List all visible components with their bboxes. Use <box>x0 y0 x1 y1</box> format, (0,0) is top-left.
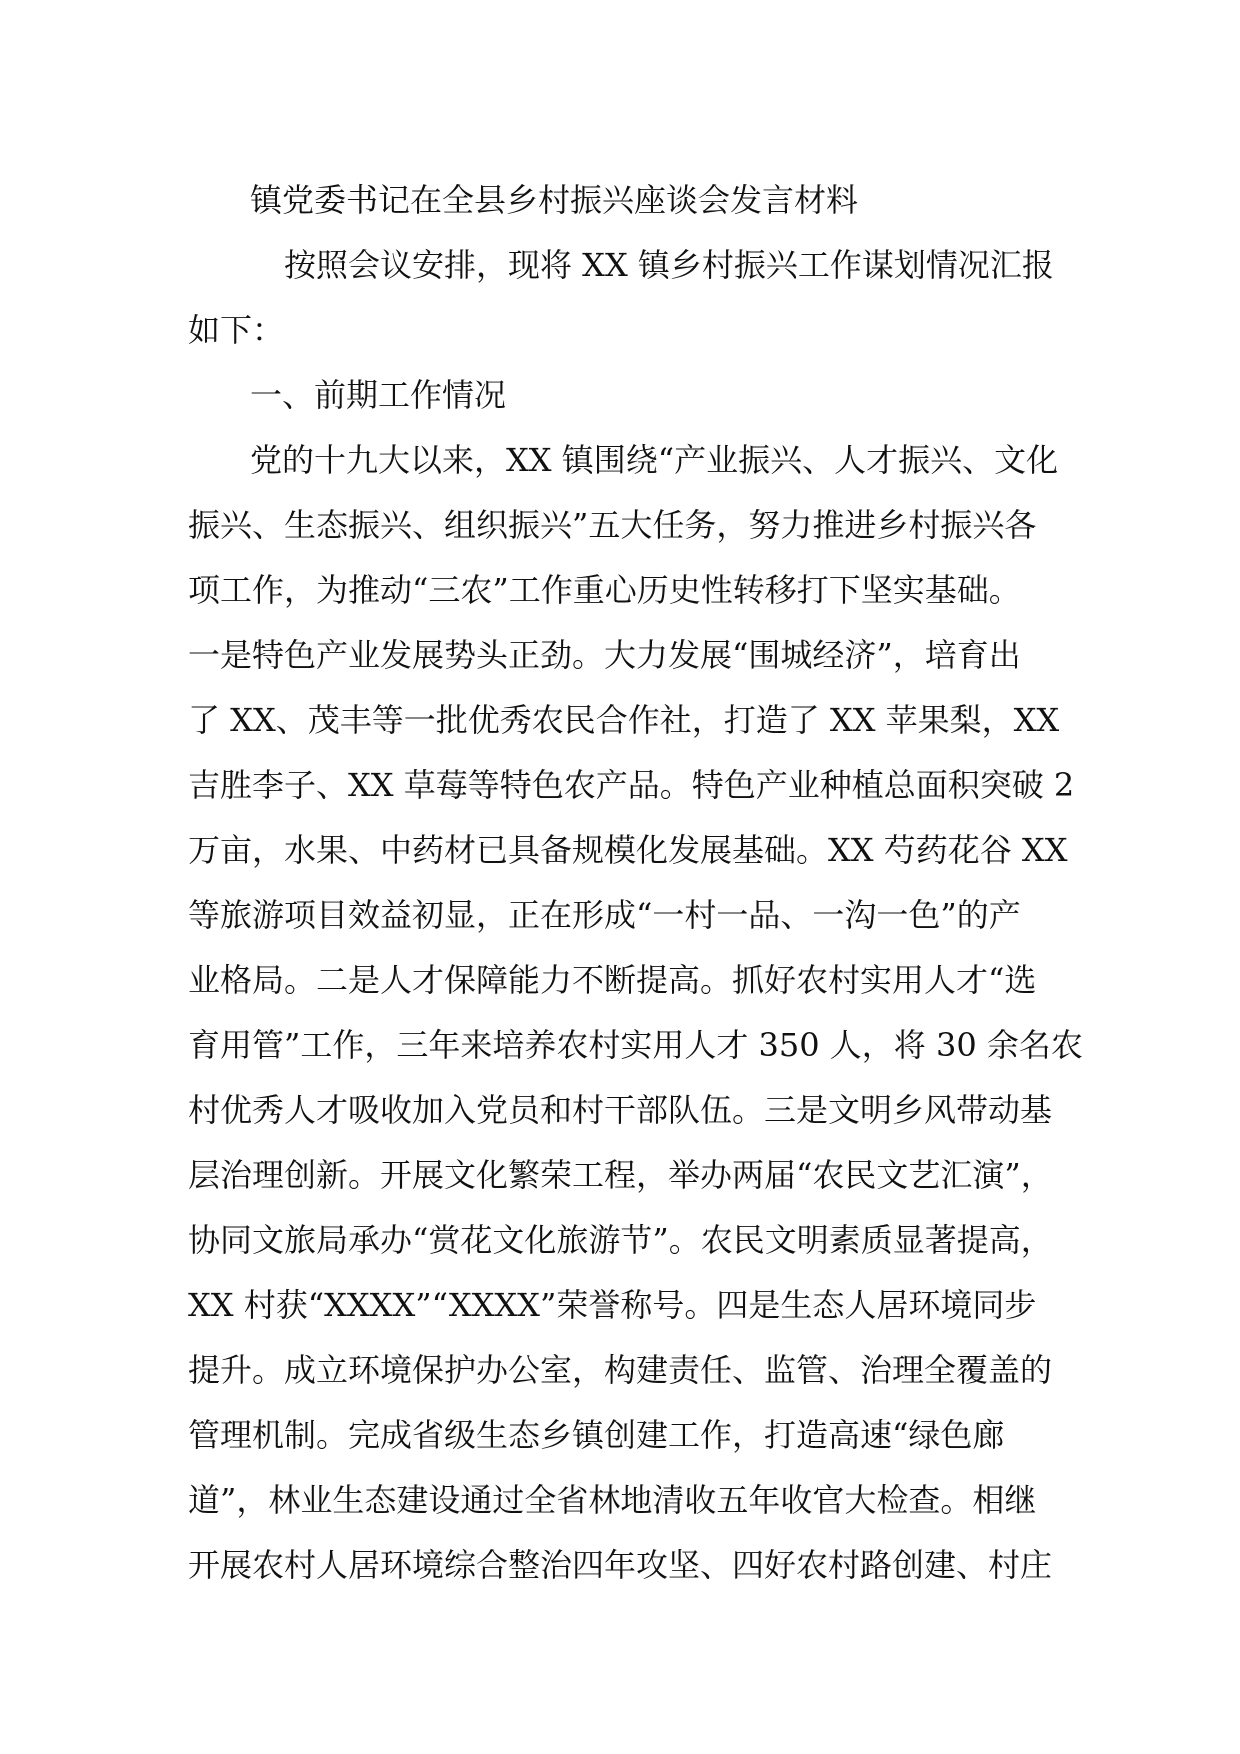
paragraph-line: 协同文旅局承办“赏花文化旅游节”。农民文明素质显著提高， <box>188 1221 1053 1259</box>
paragraph-line: 层治理创新。开展文化繁荣工程，举办两届“农民文艺汇演”， <box>188 1156 1053 1194</box>
paragraph-line: XX 村获“XXXX”“XXXX”荣誉称号。四是生态人居环境同步 <box>188 1286 1037 1324</box>
paragraph-line: 万亩，水果、中药材已具备规模化发展基础。XX 芍药花谷 XX <box>188 831 1068 869</box>
paragraph-line: 提升。成立环境保护办公室，构建责任、监管、治理全覆盖的 <box>188 1351 1053 1389</box>
paragraph-line: 道”，林业生态建设通过全省林地清收五年收官大检查。相继 <box>188 1481 1037 1519</box>
paragraph-line: 如下： <box>188 311 285 349</box>
paragraph-line: 党的十九大以来，XX 镇围绕“产业振兴、人才振兴、文化 <box>250 441 1059 479</box>
paragraph-line: 了 XX、茂丰等一批优秀农民合作社，打造了 XX 苹果梨，XX <box>188 701 1060 739</box>
document-body <box>188 168 1083 1598</box>
paragraph-line: 一是特色产业发展势头正劲。大力发展“围城经济”，培育出 <box>188 636 1021 674</box>
paragraph-line: 开展农村人居环境综合整治四年攻坚、四好农村路创建、村庄 <box>188 1546 1053 1584</box>
paragraph-line: 村优秀人才吸收加入党员和村干部队伍。三是文明乡风带动基 <box>188 1091 1053 1129</box>
paragraph-line: 振兴、生态振兴、组织振兴”五大任务，努力推进乡村振兴各 <box>188 506 1037 544</box>
paragraph-line: 管理机制。完成省级生态乡镇创建工作，打造高速“绿色廊 <box>188 1416 1005 1454</box>
section-heading: 一、前期工作情况 <box>250 376 507 414</box>
paragraph-line: 等旅游项目效益初显，正在形成“一村一品、一沟一色”的产 <box>188 896 1021 934</box>
paragraph-line: 业格局。二是人才保障能力不断提高。抓好农村实用人才“选 <box>188 961 1037 999</box>
document-title: 镇党委书记在全县乡村振兴座谈会发言材料 <box>250 181 859 219</box>
paragraph-line: 按照会议安排，现将 XX 镇乡村振兴工作谋划情况汇报 <box>284 246 1054 284</box>
paragraph-line: 育用管”工作，三年来培养农村实用人才 350 人，将 30 余名农 <box>188 1026 1083 1064</box>
paragraph-line: 吉胜李子、XX 草莓等特色农产品。特色产业种植总面积突破 2 <box>188 766 1075 804</box>
paragraph-line: 项工作，为推动“三农”工作重心历史性转移打下坚实基础。 <box>188 571 1021 609</box>
